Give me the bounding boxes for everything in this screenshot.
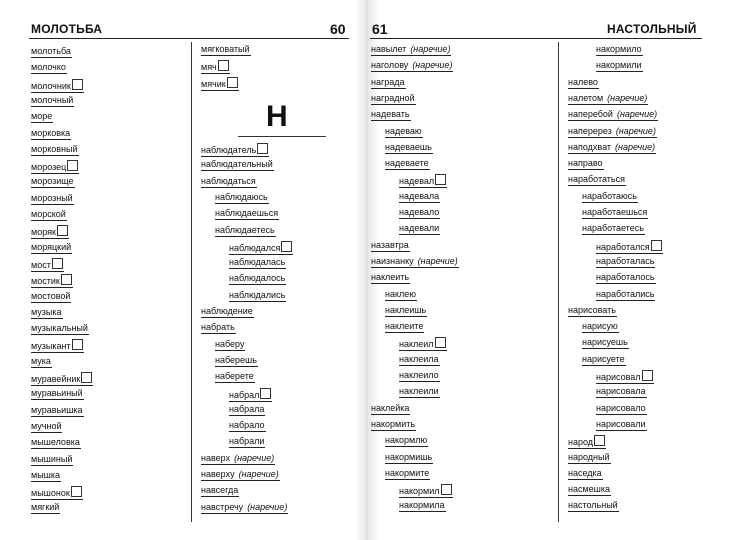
right-header-word: НАСТОЛЬНЫЙ (607, 22, 697, 36)
entry-word: наблюдалcя (229, 242, 281, 253)
dictionary-entry (568, 500, 619, 512)
entry-word: наработалось (596, 272, 655, 283)
dictionary-entry (229, 257, 286, 269)
dictionary-entry (385, 126, 423, 138)
dictionary-entry (201, 322, 236, 334)
dictionary-entry (31, 372, 93, 386)
dictionary-entry (582, 337, 629, 349)
entry-word: наблюдалась (229, 257, 286, 268)
dictionary-entry (568, 126, 657, 138)
dictionary-entry (201, 176, 257, 188)
dictionary-entry (596, 419, 647, 431)
entry-word: наработались (596, 288, 655, 299)
entry-word: наклеил (399, 339, 434, 350)
entry-word: наблюдательный (201, 159, 273, 170)
entry-word: морковка (31, 127, 71, 138)
dictionary-entry (31, 437, 81, 449)
entry-word: надевала (399, 190, 440, 201)
dictionary-entry (385, 321, 424, 333)
ending-box-icon (257, 143, 268, 154)
dictionary-entry (568, 158, 604, 170)
dictionary-entry (215, 208, 279, 220)
dictionary-entry (31, 193, 74, 205)
entry-word: налево (568, 76, 598, 87)
section-letter: Н (266, 100, 288, 133)
entry-word: наклеишь (385, 304, 427, 315)
dictionary-entry (201, 159, 274, 171)
entry-word: наклеили (399, 386, 439, 397)
dictionary-entry (568, 305, 617, 317)
entry-word: наседка (568, 467, 602, 478)
entry-word: наклеило (399, 370, 439, 380)
dictionary-entry (568, 484, 611, 496)
entry-word: молочный (31, 94, 74, 105)
entry-word: накормить (371, 418, 416, 429)
entry-note: (наречие) (238, 469, 279, 479)
dictionary-entry (371, 109, 411, 121)
dictionary-entry (399, 500, 446, 512)
left-page-number: 60 (330, 21, 346, 37)
dictionary-entry (399, 207, 440, 219)
dictionary-entry (31, 502, 60, 514)
dictionary-entry (568, 93, 648, 105)
dictionary-entry (399, 370, 440, 382)
dictionary-entry (582, 321, 619, 333)
dictionary-entry (568, 174, 626, 186)
dictionary-entry (596, 256, 655, 268)
ending-box-icon (435, 337, 446, 348)
dictionary-entry (201, 485, 239, 497)
entry-word: наблюдаюсь (215, 191, 268, 202)
entry-word: нарисовал (596, 372, 641, 382)
dictionary-entry (201, 306, 254, 318)
entry-word: морковный (31, 143, 78, 154)
dictionary-entry (596, 386, 647, 398)
dictionary-entry (31, 486, 83, 500)
entry-word: надевали (399, 223, 440, 234)
entry-word: мягкий (31, 502, 60, 513)
dictionary-entry (31, 421, 62, 433)
dictionary-entry (399, 174, 447, 188)
entry-word: наблюдаетесь (215, 224, 275, 235)
entry-word: моряк (31, 227, 56, 238)
entry-word: нарисуешь (582, 337, 628, 348)
dictionary-entry (568, 452, 611, 464)
ending-box-icon (594, 435, 605, 446)
entry-word: мост (31, 259, 51, 270)
dictionary-entry (371, 93, 416, 105)
entry-word: мышиный (31, 453, 73, 464)
entry-word: надевать (371, 109, 410, 120)
entry-word: надеваете (385, 158, 429, 169)
entry-note: (наречие) (410, 44, 451, 54)
entry-word: наблюдатель (201, 145, 257, 155)
entry-word: народ (568, 437, 594, 448)
dictionary-entry (229, 404, 265, 416)
entry-word: морской (31, 209, 66, 219)
entry-word: нарисовать (568, 304, 616, 315)
dictionary-entry (31, 258, 64, 272)
dictionary-entry (215, 339, 245, 351)
entry-word: наработаетесь (582, 223, 644, 234)
entry-word: набрало (229, 420, 265, 431)
dictionary-entry (596, 403, 647, 415)
entry-word: наберете (215, 371, 254, 382)
entry-word: морозный (31, 192, 73, 203)
entry-word: мостовой (31, 290, 71, 301)
entry-word: налетом (568, 92, 604, 103)
dictionary-entry (215, 192, 269, 204)
dictionary-entry (229, 273, 286, 285)
dictionary-entry (371, 272, 410, 284)
entry-word: направо (568, 158, 603, 169)
dictionary-entry (229, 436, 265, 448)
entry-word: накормила (399, 500, 445, 511)
dictionary-entry (31, 274, 73, 288)
entry-word: наблюдаешься (215, 208, 279, 219)
ending-box-icon (651, 240, 662, 251)
dictionary-entry (582, 223, 645, 235)
entry-word: нарисовала (596, 386, 646, 397)
dictionary-entry (568, 109, 658, 121)
dictionary-entry (385, 158, 430, 170)
entry-word: наработаюсь (582, 190, 637, 201)
entry-word: наблюдались (229, 289, 286, 300)
dictionary-entry (31, 291, 71, 303)
dictionary-entry (371, 44, 451, 56)
entry-word: наработалась (596, 255, 655, 266)
entry-word: молотьба (31, 46, 71, 56)
entry-word: надевало (399, 207, 440, 217)
dictionary-entry (385, 305, 427, 317)
entry-word: нарисовали (596, 418, 646, 429)
dictionary-entry (582, 191, 638, 203)
entry-word: музыкант (31, 341, 71, 352)
left-column-divider (191, 42, 192, 522)
ending-box-icon (281, 241, 292, 252)
entry-word: накормите (385, 467, 430, 478)
dictionary-entry (229, 388, 272, 402)
left-header-rule (29, 38, 349, 39)
dictionary-entry (201, 60, 230, 74)
entry-word: наверху (201, 469, 235, 479)
ending-box-icon (435, 174, 446, 185)
dictionary-entry (31, 225, 69, 239)
ending-box-icon (72, 79, 83, 90)
dictionary-entry (371, 256, 459, 268)
entry-word: мышеловка (31, 437, 80, 448)
entry-word: нарисовало (596, 402, 646, 413)
entry-word: моряцкий (31, 241, 72, 252)
entry-word: навылет (371, 44, 407, 54)
dictionary-entry (229, 290, 286, 302)
entry-word: назавтра (371, 239, 409, 250)
entry-word: накормили (596, 60, 642, 71)
entry-note: (наречие) (615, 125, 656, 136)
entry-word: наградной (371, 92, 415, 103)
entry-word: наблюдаться (201, 175, 256, 186)
dictionary-entry (31, 388, 84, 400)
ending-box-icon (441, 484, 452, 495)
entry-word: набрать (201, 322, 235, 333)
dictionary-entry (201, 77, 239, 91)
entry-note: (наречие) (607, 92, 648, 103)
entry-word: наперебой (568, 109, 613, 120)
entry-word: насмешка (568, 484, 611, 495)
ending-box-icon (218, 60, 229, 71)
dictionary-entry (31, 111, 53, 123)
left-header-word: МОЛОТЬБА (31, 22, 103, 36)
entry-word: мягковатый (201, 44, 250, 54)
dictionary-entry (371, 419, 416, 431)
entry-word: музыкальный (31, 323, 88, 334)
entry-note: (наречие) (247, 501, 288, 512)
dictionary-entry (399, 354, 440, 366)
entry-word: наклейка (371, 402, 410, 413)
entry-word: мостик (31, 276, 60, 287)
dictionary-entry (568, 468, 603, 480)
dictionary-entry (31, 176, 75, 188)
dictionary-entry (31, 339, 84, 353)
dictionary-entry (201, 44, 251, 56)
entry-word: набрал (229, 389, 260, 400)
dictionary-entry (215, 225, 276, 237)
ending-box-icon (227, 77, 238, 88)
dictionary-entry (31, 307, 63, 319)
entry-word: награда (371, 76, 405, 87)
dictionary-entry (201, 453, 275, 465)
dictionary-entry (31, 356, 52, 368)
ending-box-icon (81, 372, 92, 383)
dictionary-entry (31, 95, 74, 107)
entry-word: навстречу (201, 501, 244, 512)
entry-word: наподхват (568, 141, 612, 152)
dictionary-entry (31, 160, 79, 174)
dictionary-entry (215, 355, 258, 367)
ending-box-icon (642, 370, 653, 381)
entry-word: накормил (399, 486, 440, 497)
entry-word: муравьиный (31, 388, 83, 399)
entry-word: наработаться (568, 174, 625, 185)
entry-word: мышка (31, 469, 61, 480)
entry-word: накормишь (385, 451, 433, 462)
ending-box-icon (72, 339, 83, 350)
right-page-number: 61 (372, 21, 388, 37)
entry-word: морозище (31, 176, 74, 187)
dictionary-entry (385, 468, 430, 480)
entry-word: молочко (31, 62, 66, 73)
entry-word: муравьишка (31, 404, 83, 415)
dictionary-entry (399, 191, 440, 203)
entry-word: наголову (371, 60, 409, 71)
dictionary-entry (596, 44, 643, 56)
dictionary-entry (31, 405, 84, 417)
ending-box-icon (260, 388, 271, 399)
entry-note: (наречие) (417, 255, 458, 266)
entry-word: мука (31, 355, 51, 366)
dictionary-entry (31, 46, 72, 58)
dictionary-entry (568, 142, 656, 154)
entry-word: навсегда (201, 485, 239, 496)
dictionary-entry (371, 240, 410, 252)
ending-box-icon (71, 486, 82, 497)
dictionary-entry (385, 142, 433, 154)
entry-word: набрала (229, 403, 265, 414)
entry-word: настольный (568, 500, 618, 511)
entry-word: накормило (596, 44, 642, 54)
dictionary-entry (31, 242, 72, 254)
entry-word: набрали (229, 436, 265, 447)
dictionary-entry (596, 272, 656, 284)
dictionary-entry (31, 79, 84, 93)
entry-word: наблюдение (201, 306, 253, 316)
entry-word: наблюдалось (229, 273, 286, 284)
entry-word: морозец (31, 162, 67, 173)
entry-word: надевал (399, 176, 435, 187)
entry-word: наберешь (215, 354, 257, 365)
dictionary-entry (385, 289, 417, 301)
dictionary-entry (31, 323, 89, 335)
dictionary-entry (399, 386, 440, 398)
entry-word: молочник (31, 80, 71, 91)
dictionary-entry (31, 144, 79, 156)
dictionary-entry (399, 337, 447, 351)
dictionary-entry (201, 502, 288, 514)
dictionary-entry (582, 354, 626, 366)
dictionary-entry (399, 223, 440, 235)
dictionary-entry (568, 77, 599, 89)
entry-word: наработаешься (582, 207, 648, 217)
right-header-rule (370, 38, 702, 39)
entry-word: мяч (201, 62, 217, 73)
entry-word: надеваешь (385, 141, 432, 152)
entry-word: мучной (31, 420, 62, 431)
right-column-divider (558, 42, 559, 522)
dictionary-entry (31, 209, 67, 221)
entry-word: надеваю (385, 125, 422, 136)
dictionary-entry (371, 403, 410, 415)
dictionary-entry (582, 207, 648, 219)
dictionary-entry (215, 371, 255, 383)
entry-word: нарисую (582, 321, 618, 332)
dictionary-entry (31, 62, 67, 74)
entry-word: мячик (201, 78, 226, 89)
ending-box-icon (57, 225, 68, 236)
entry-word: наперерез (568, 125, 612, 136)
ending-box-icon (61, 274, 72, 285)
entry-word: наклеила (399, 353, 439, 364)
entry-word: народный (568, 451, 610, 462)
dictionary-entry (371, 60, 453, 72)
dictionary-entry (568, 435, 606, 449)
entry-word: наберу (215, 338, 245, 349)
dictionary-entry (31, 128, 71, 140)
dictionary-entry (596, 289, 655, 301)
dictionary-entry (399, 484, 453, 498)
entry-note: (наречие) (234, 452, 275, 463)
entry-note: (наречие) (412, 60, 453, 71)
entry-word: музыка (31, 306, 62, 317)
ending-box-icon (52, 258, 63, 269)
entry-word: наверх (201, 452, 231, 463)
entry-word: нарисуете (582, 353, 625, 364)
dictionary-entry (229, 241, 293, 255)
dictionary-entry (385, 452, 433, 464)
entry-word: море (31, 111, 53, 122)
entry-word: мышонок (31, 488, 70, 499)
dictionary-entry (596, 370, 654, 384)
dictionary-entry (596, 60, 643, 72)
entry-word: наклеите (385, 321, 424, 332)
ending-box-icon (67, 160, 78, 171)
entry-note: (наречие) (616, 109, 658, 120)
dictionary-entry (201, 143, 269, 157)
entry-note: (наречие) (615, 141, 656, 152)
entry-word: наработалcя (596, 241, 650, 252)
dictionary-entry (31, 454, 73, 466)
dictionary-entry (385, 435, 428, 447)
dictionary-entry (201, 469, 280, 481)
section-letter-rule (238, 136, 326, 137)
dictionary-entry (371, 77, 406, 89)
entry-word: муравейник (31, 374, 81, 384)
entry-word: наклеить (371, 272, 410, 283)
entry-word: наклею (385, 288, 417, 299)
dictionary-entry (31, 470, 61, 482)
entry-word: накормлю (385, 435, 428, 446)
entry-word: наизнанку (371, 255, 414, 266)
dictionary-entry (596, 240, 663, 254)
dictionary-entry (229, 420, 266, 432)
